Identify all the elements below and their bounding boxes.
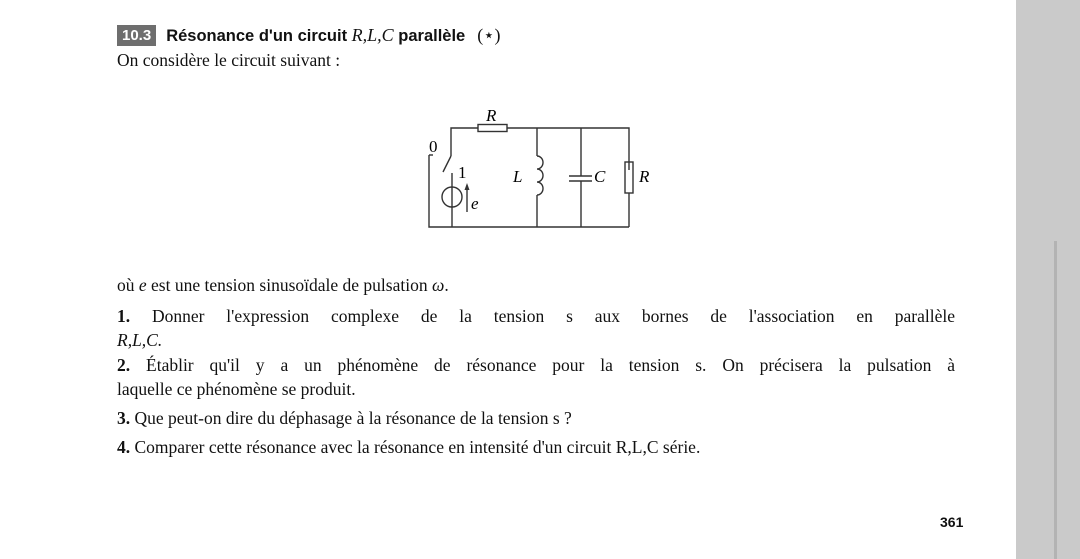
desc-middle: est une tension sinusoïdale de pulsation — [146, 275, 432, 295]
description-text — [117, 275, 449, 296]
label-r-parallel: R — [639, 167, 650, 186]
question-2-cont: laquelle ce phénomène se produit. — [117, 379, 356, 399]
question-1 — [117, 306, 955, 327]
question-3 — [117, 408, 572, 429]
exercise-number: 10.3 — [117, 25, 156, 46]
question-number: 1. — [117, 306, 131, 326]
question-text: Donner l'expression complexe de la tension s aux bornes de l'association en parallèle — [130, 306, 955, 326]
question-4 — [117, 437, 700, 458]
label-r-series: R — [486, 106, 497, 125]
question-1-cont: R,L,C. — [117, 330, 163, 350]
difficulty-star: (⋆) — [477, 24, 501, 45]
label-capacitor: C — [594, 167, 606, 186]
question-text: Établir qu'il y a un phénomène de résonance pour la tension s. On précisera la pulsation à — [130, 355, 955, 375]
title-vars: R,L,C — [351, 24, 394, 45]
series-resistor — [478, 125, 507, 132]
intro-text: On considère le circuit suivant : — [117, 50, 341, 70]
switch — [443, 156, 451, 172]
question-2 — [117, 355, 955, 376]
label-inductor: L — [513, 167, 523, 186]
desc-end: . — [444, 275, 449, 295]
desc-prefix: où — [117, 275, 139, 295]
question-text: Comparer cette résonance avec la résonance en intensité d'un circuit R,L,C série. — [130, 437, 701, 457]
title-suffix: parallèle — [393, 26, 466, 45]
question-number: 2. — [117, 355, 131, 375]
question-text: Que peut-on dire du déphasage à la résonance de la tension s ? — [130, 408, 572, 428]
desc-var: e — [138, 275, 147, 295]
question-number: 3. — [117, 408, 131, 428]
label-switch-0: 0 — [429, 137, 438, 156]
page-number: 361 — [940, 514, 964, 530]
title-text: Résonance d'un circuit — [166, 26, 352, 45]
inductor — [537, 156, 543, 195]
label-source-e: e — [471, 194, 479, 213]
desc-omega: ω — [431, 275, 445, 295]
question-number: 4. — [117, 437, 131, 457]
label-switch-1: 1 — [458, 163, 467, 182]
